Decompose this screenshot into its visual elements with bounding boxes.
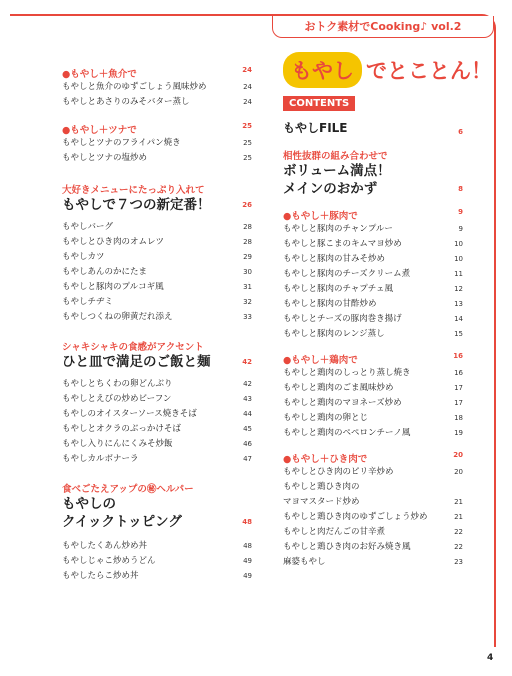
toc-item[interactable]: もやしと肉だんごの甘辛煮 22 [283,527,463,537]
toc-item[interactable]: もやしとツナのフライパン焼き 25 [62,138,252,148]
toc-item[interactable]: もやしとあさりのみそバター蒸し 24 [62,97,252,107]
page-title [283,52,492,88]
toc-item[interactable]: もやしとひき肉のピリ辛炒め 20 [283,467,463,477]
section-head: ●もやし＋鶏肉で 16 [283,352,463,366]
feature-subtitle: 大好きメニューにたっぷり入れて [62,185,205,196]
feature-title-line1[interactable]: もやしの [62,496,116,512]
toc-item[interactable]: もやしつくねの卵黄だれ添え 33 [62,312,252,322]
section-tuna [62,122,252,166]
section-head: ●もやし＋豚肉で 9 [283,208,463,222]
toc-item[interactable]: もやしバーグ 28 [62,222,252,232]
toc-item[interactable]: もやしと豚肉のレンジ蒸し 15 [283,329,463,339]
toc-item[interactable]: もやしと豚肉の甘みそ炒め 10 [283,254,463,264]
toc-item[interactable]: もやしと鶏肉のごま風味炒め 17 [283,383,463,393]
toc-item[interactable]: もやしと豚肉のチャプチェ風 12 [283,284,463,294]
title-highlight: もやし [283,52,362,88]
series-tab: おトク素材でCooking♪ vol.2 [272,16,494,38]
toc-item[interactable]: もやしと鶏ひき肉のゆずごしょう炒め 21 [283,512,463,522]
toc-item[interactable]: 麻婆もやし 23 [283,557,463,567]
toc-item[interactable]: もやしカツ 29 [62,252,252,262]
toc-file-entry[interactable]: もやしFILE 6 [283,121,463,136]
toc-item[interactable]: もやしじゃこ炒めうどん 49 [62,556,252,566]
toc-item[interactable]: もやしとひき肉のオムレツ 28 [62,237,252,247]
toc-item[interactable]: もやしのオイスターソース焼きそば 44 [62,409,252,419]
section-head: ●もやし＋ひき肉で 20 [283,451,463,465]
toc-item[interactable]: もやしカルボナーラ 47 [62,454,252,464]
toc-item[interactable]: マヨマスタード炒め 21 [283,497,463,507]
toc-item[interactable]: もやしと鶏ひき肉のお好み焼き風 22 [283,542,463,552]
toc-item[interactable]: もやしと鶏肉のしっとり蒸し焼き 16 [283,368,463,378]
toc-item[interactable]: もやしと鶏肉のマヨネーズ炒め 17 [283,398,463,408]
toc-item[interactable]: もやしと魚介のゆずごしょう風味炒め 24 [62,82,252,92]
toc-item[interactable]: もやしと豚肉のチーズクリーム煮 11 [283,269,463,279]
feature-subtitle: 相性抜群の組み合わせで [283,151,388,162]
toc-item[interactable]: もやしチヂミ 32 [62,297,252,307]
toc-item[interactable]: もやしとチーズの豚肉巻き揚げ 14 [283,314,463,324]
section-pork [283,208,463,342]
feature-title-line2[interactable]: メインのおかず 8 [283,181,463,197]
toc-item[interactable]: もやしと豚こまのキムマヨ炒め 10 [283,239,463,249]
toc-item[interactable]: もやしとちくわの卵どんぶり 42 [62,379,252,389]
toc-item[interactable]: もやしと鶏肉の卵とじ 18 [283,413,463,423]
toc-item[interactable]: もやしたらこ炒め丼 49 [62,571,252,581]
feature-subtitle: 食べごたえアップの㊙ヘルパー [62,484,194,495]
feature-subtitle: シャキシャキの食感がアクセント [62,342,204,353]
toc-item[interactable]: もやしと豚肉のチャンプルー 9 [283,224,463,234]
toc-item[interactable]: もやしとツナの塩炒め 25 [62,153,252,163]
feature-title-line2[interactable]: クイックトッピング 48 [62,514,252,530]
feature-title-line1[interactable]: ボリューム満点！ [283,163,391,179]
toc-item[interactable]: もやしと鶏肉のペペロンチーノ風 19 [283,428,463,438]
section-chicken [283,352,463,441]
title-rest: でとことん！ [366,59,492,83]
section-head: ●もやし＋魚介で 24 [62,66,252,80]
feature-main-dishes [283,148,463,198]
left-column [62,66,252,584]
section-seafood [62,66,252,110]
toc-item[interactable]: もやしと鶏ひき肉の [283,482,360,492]
toc-item[interactable]: もやしあんのかにたま 30 [62,267,252,277]
feature-title[interactable]: もやしで７つの新定番！ 26 [62,197,252,213]
feature-title[interactable]: ひと皿で満足のご飯と麺 42 [62,354,252,370]
toc-item[interactable]: もやしと豚肉の甘酢炒め 13 [283,299,463,309]
toc-item[interactable]: もやしたくあん炒め丼 48 [62,541,252,551]
right-column [283,52,492,570]
page-number: 4 [487,653,494,663]
section-minced-meat [283,451,463,570]
section-head: ●もやし＋ツナで 25 [62,122,252,136]
feature-rice-noodles [62,339,252,467]
toc-item[interactable]: もやし入りにんにくみそ炒飯 46 [62,439,252,449]
toc-item[interactable]: もやしと豚肉のプルコギ風 31 [62,282,252,292]
toc-item[interactable]: もやしとオクラのぶっかけそば 45 [62,424,252,434]
contents-badge: CONTENTS [283,96,355,111]
toc-item[interactable]: もやしとえびの炒めビーフン 43 [62,394,252,404]
feature-new-standards [62,182,252,325]
feature-quick-topping [62,481,252,584]
